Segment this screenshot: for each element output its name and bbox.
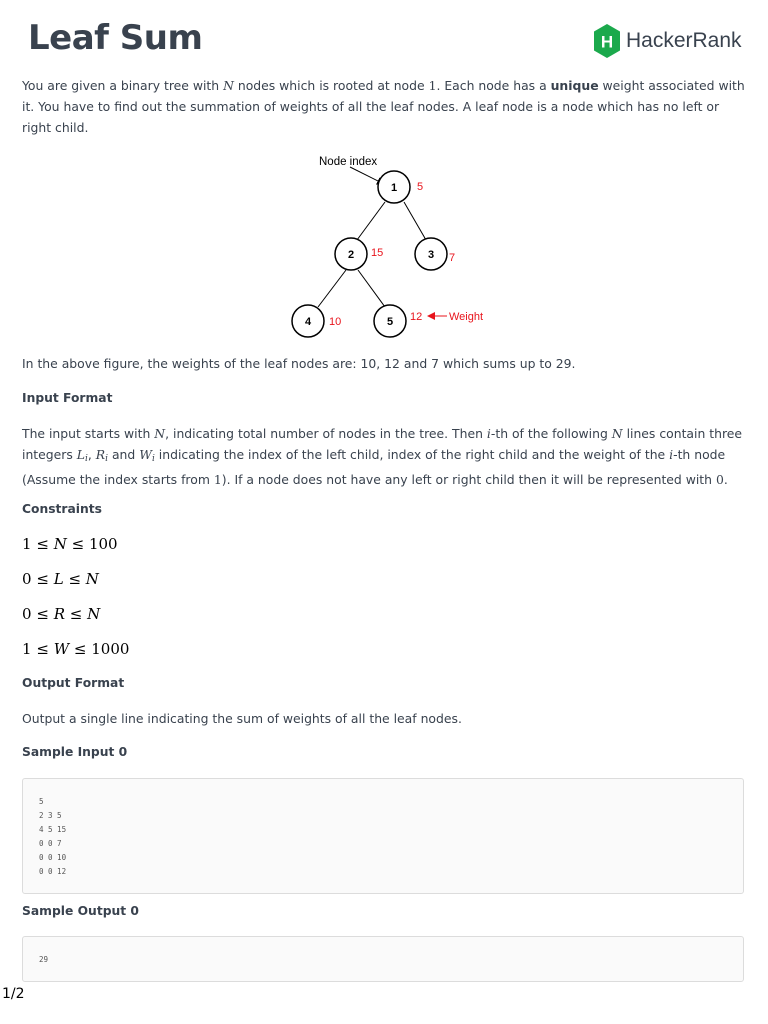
code-line: 29 — [39, 955, 49, 964]
node-weight: 5 — [417, 181, 424, 193]
sample-input-box — [22, 778, 744, 894]
math-i: i — [486, 426, 491, 441]
constraint-low: 1 — [22, 535, 32, 553]
constraint-high: N — [87, 605, 101, 623]
code-line: 2 3 5 — [39, 811, 62, 820]
logo-wordmark: HackerRank — [626, 29, 742, 52]
intro-text: weight associated with it. You have to find out the summation of weights of all the leaf nodes. A leaf node is a node which has no left or right child. — [22, 78, 745, 135]
tree-node — [378, 171, 423, 203]
input-format-text: -th node (Assume the index starts from — [22, 446, 726, 487]
sample-input-code — [39, 795, 66, 879]
node-weight: 7 — [449, 252, 456, 264]
constraint-var: N — [53, 535, 67, 553]
math-zero: 0 — [715, 471, 724, 487]
node-weight: 10 — [329, 316, 342, 328]
code-line: 4 5 15 — [39, 825, 67, 834]
sample-input-heading: Sample Input 0 — [22, 745, 128, 759]
tree-node — [374, 305, 422, 337]
leq-symbol: ≤ — [36, 570, 49, 588]
leq-symbol: ≤ — [71, 535, 85, 553]
node-weight: 15 — [371, 247, 384, 259]
input-format-heading: Input Format — [22, 391, 113, 405]
tree-edge — [318, 270, 346, 307]
input-format-text: The input starts with — [22, 426, 155, 441]
math-l: L — [76, 446, 85, 462]
math-n: N — [223, 78, 234, 93]
tree-edge — [358, 270, 385, 307]
node-id: 1 — [390, 182, 398, 194]
constraint-var: W — [53, 640, 70, 658]
constraint-low: 0 — [22, 605, 32, 623]
tree-edge — [404, 202, 426, 240]
output-format-paragraph: Output a single line indicating the sum of weights of all the leaf nodes. — [22, 711, 462, 726]
constraint-var: L — [53, 570, 64, 588]
math-one: 1 — [213, 471, 222, 487]
hackerrank-logo — [592, 23, 742, 59]
constraint-r — [22, 605, 100, 623]
sample-output-box — [22, 936, 744, 982]
math-w-sub-i — [139, 447, 155, 462]
input-format-text: indicating the index of the left child, index of the right child and the weight of the — [154, 446, 670, 462]
node-weight: 12 — [410, 311, 423, 323]
intro-text: You are given a binary tree with — [22, 78, 224, 93]
math-l-sub-i — [77, 447, 88, 462]
page-number: 1/2 — [2, 986, 25, 1002]
leq-symbol: ≤ — [36, 640, 49, 658]
sample-output-code — [39, 953, 48, 967]
tree-node — [335, 238, 383, 270]
input-format-paragraph — [22, 424, 748, 490]
constraint-low: 0 — [22, 570, 32, 588]
tree-edge — [357, 202, 385, 240]
leq-symbol: ≤ — [69, 605, 83, 623]
intro-paragraph — [22, 76, 748, 138]
constraint-high: 100 — [88, 535, 118, 553]
constraint-l — [22, 570, 99, 588]
intro-text: . Each node has a — [436, 78, 551, 93]
leq-symbol: ≤ — [36, 605, 49, 623]
constraint-n — [22, 535, 118, 553]
input-format-text: -th of the following — [490, 426, 612, 441]
separator-text: , — [87, 446, 96, 462]
input-format-text: . — [723, 471, 728, 487]
constraint-high: N — [85, 570, 99, 588]
node-index-label: Node index — [319, 156, 378, 168]
logo-letter: H — [600, 32, 614, 52]
input-format-text: lines contain three integers — [22, 426, 743, 462]
tree-node — [292, 305, 341, 337]
math-subscript-i: i — [85, 453, 88, 464]
hackerrank-hex-icon — [592, 23, 622, 59]
math-r-sub-i — [96, 447, 108, 462]
figure-caption: In the above figure, the weights of the leaf nodes are: 10, 12 and 7 which sums up to 29. — [22, 356, 576, 371]
math-w: W — [139, 446, 152, 462]
math-n: N — [611, 426, 623, 441]
leq-symbol: ≤ — [68, 570, 82, 588]
leq-symbol: ≤ — [73, 640, 87, 658]
node-id: 3 — [427, 249, 435, 261]
output-format-heading: Output Format — [22, 676, 125, 690]
math-n: N — [154, 426, 166, 441]
constraint-w — [22, 640, 129, 658]
leq-symbol: ≤ — [36, 535, 49, 553]
page-title: Leaf Sum — [28, 18, 203, 58]
math-i: i — [669, 446, 674, 462]
input-format-text: ). If a node does not have any left or right child then it will be represented with — [221, 471, 716, 487]
weight-label: Weight — [449, 311, 484, 323]
code-line: 0 0 12 — [39, 867, 67, 876]
node-id: 2 — [347, 249, 355, 261]
tree-node — [415, 238, 455, 270]
code-line: 5 — [39, 797, 44, 806]
sample-output-heading: Sample Output 0 — [22, 904, 139, 918]
constraints-heading: Constraints — [22, 502, 102, 516]
code-line: 0 0 10 — [39, 853, 67, 862]
node-id: 4 — [304, 316, 312, 328]
math-r: R — [95, 446, 106, 462]
constraint-low: 1 — [22, 640, 32, 658]
intro-bold: unique — [550, 78, 599, 93]
constraint-high: 1000 — [91, 640, 130, 658]
node-id: 5 — [386, 316, 394, 328]
input-format-text: , indicating total number of nodes in the tree. Then — [165, 426, 487, 441]
binary-tree-figure — [280, 150, 510, 345]
math-subscript-i: i — [151, 453, 155, 464]
math-one: 1 — [428, 78, 437, 93]
and-text: and — [108, 446, 140, 462]
constraint-var: R — [53, 605, 65, 623]
code-line: 0 0 7 — [39, 839, 62, 848]
intro-text: nodes which is rooted at node — [233, 78, 429, 93]
math-subscript-i: i — [105, 453, 109, 464]
